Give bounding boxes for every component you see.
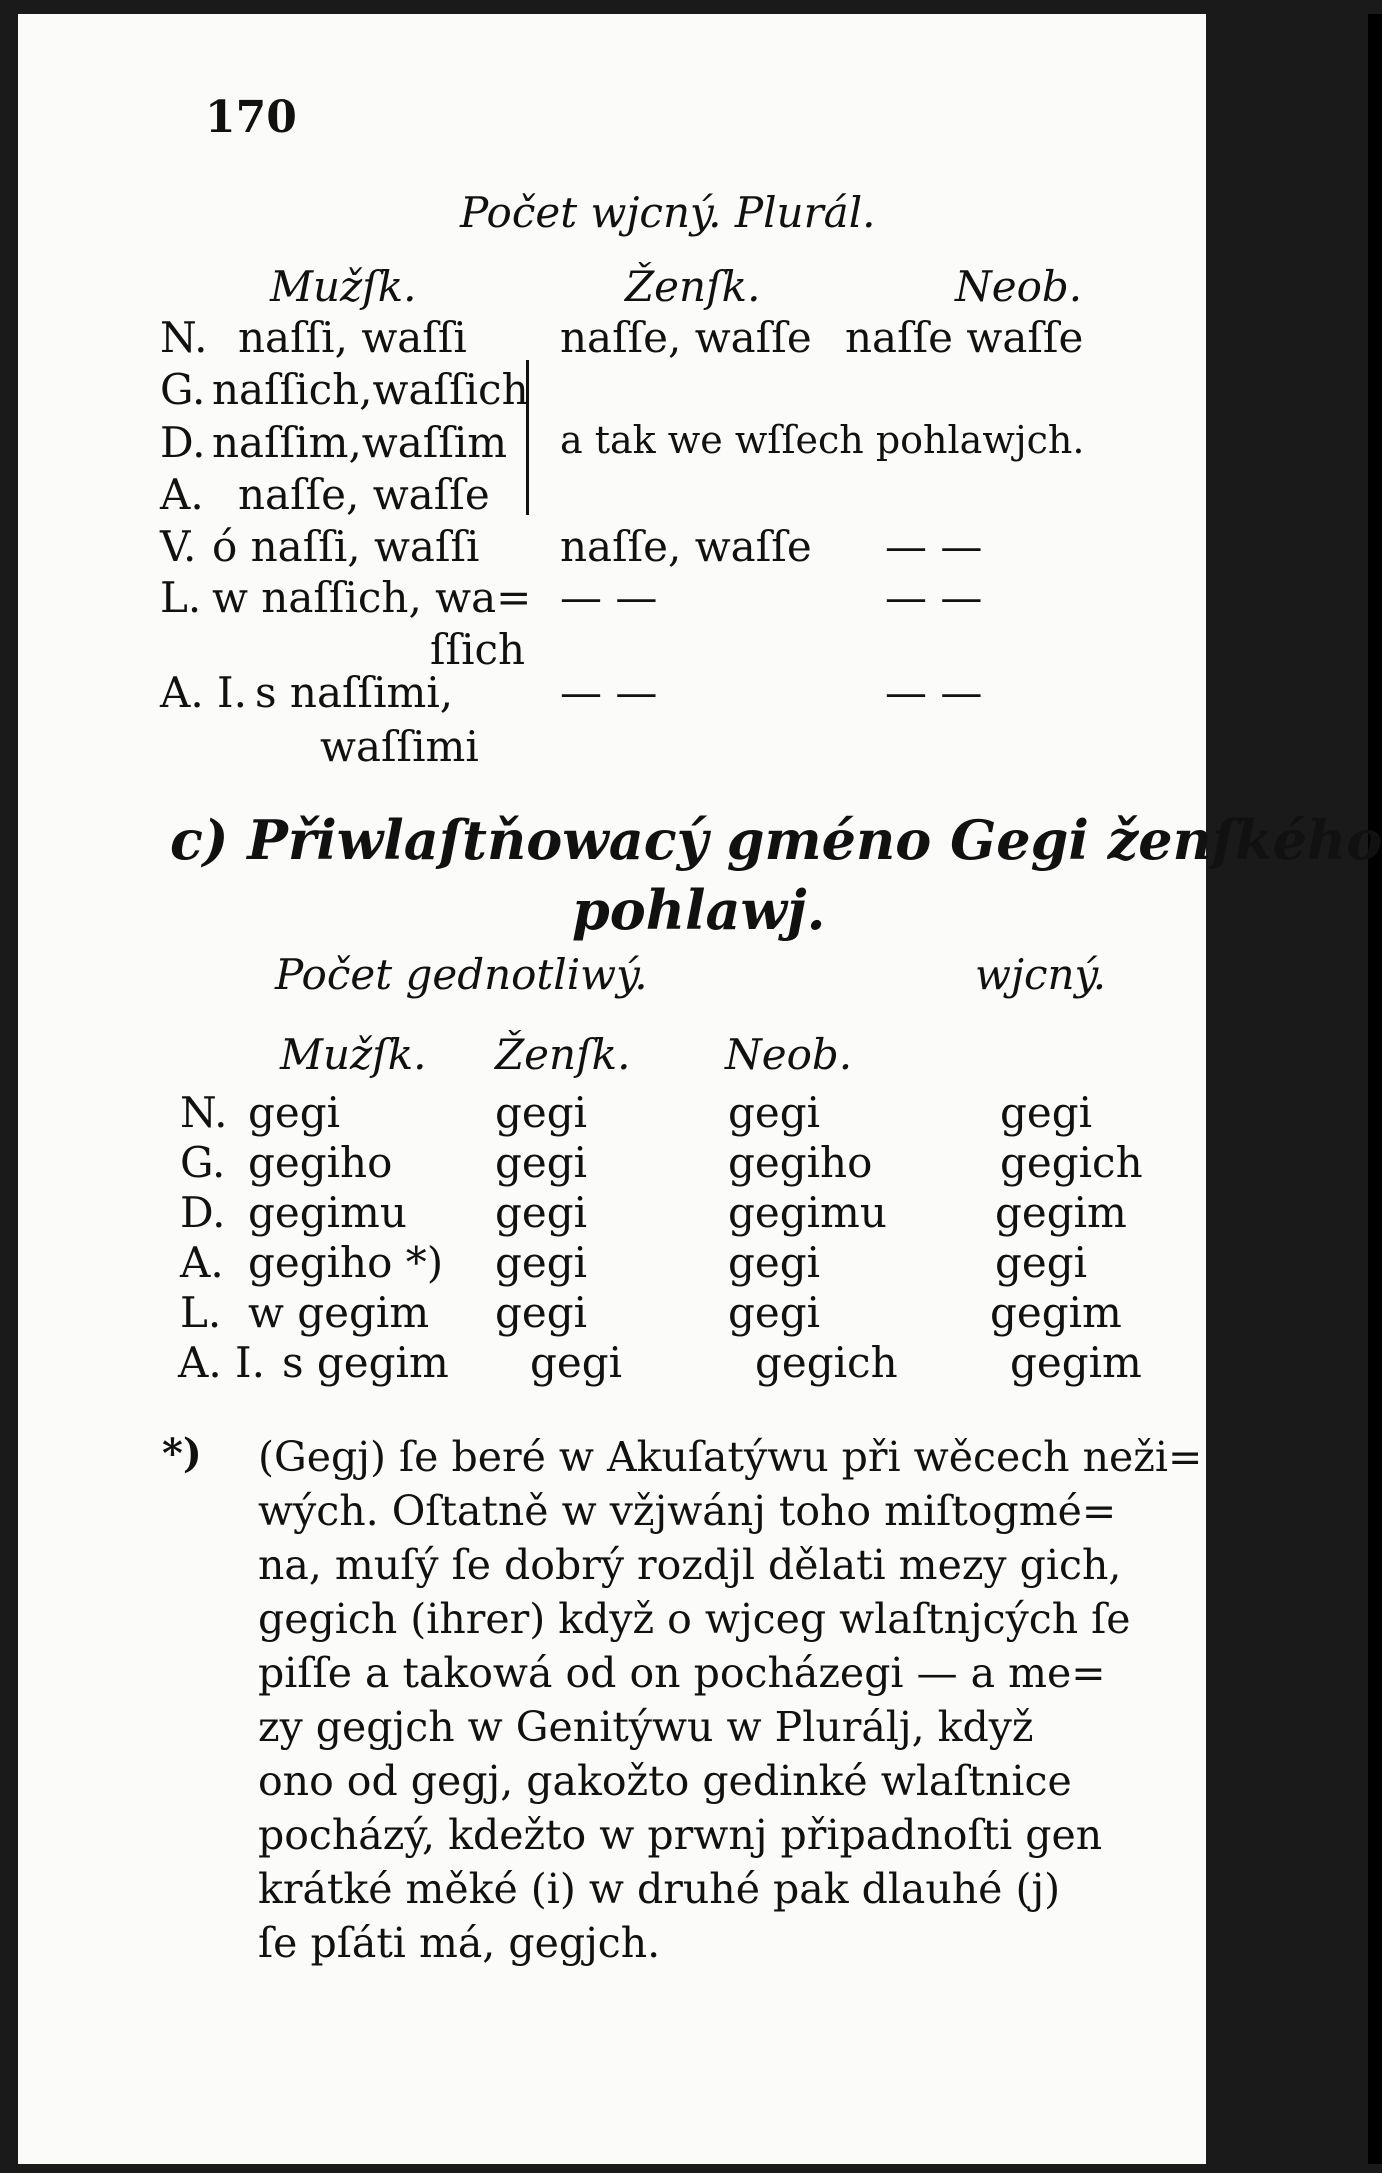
header-masculine: Mužſk. <box>280 1030 427 1079</box>
form-plural: gegich <box>1000 1138 1143 1187</box>
case-label: A. I. <box>178 1338 265 1387</box>
footnote-marker: *) <box>162 1430 202 1477</box>
form-feminine: naſſe, waſſe <box>560 522 812 571</box>
footnote-line: zy gegjch w Genitýwu w Plurálj, když <box>258 1703 1034 1751</box>
case-label: G. <box>180 1138 226 1187</box>
form-neuter: — — <box>885 573 983 622</box>
header-feminine: Ženſk. <box>495 1030 631 1079</box>
form-masculine-continued: waſſimi <box>320 722 479 771</box>
count-singular-label: Počet gednotliwý. <box>275 950 648 999</box>
form-masculine: naſſich,waſſich <box>212 365 529 414</box>
plural-title: Počet wjcný. Plurál. <box>460 188 876 237</box>
footnote-line: piſſe a takowá od on pocházegi — a me= <box>258 1649 1106 1697</box>
header-masculine: Mužſk. <box>270 262 417 311</box>
page-edge-shadow <box>1368 14 1382 2164</box>
form-feminine: gegi <box>495 1288 588 1337</box>
header-neuter: Neob. <box>955 262 1083 311</box>
form-feminine: gegi <box>530 1338 623 1387</box>
form-masculine: s naſſimi, <box>255 668 454 717</box>
form-feminine: gegi <box>495 1238 588 1287</box>
form-feminine: gegi <box>495 1088 588 1137</box>
form-feminine: — — <box>560 668 658 717</box>
form-masculine: w naſſich, wa= <box>212 573 532 622</box>
section-c-title: c) Přiwlaſtňowacý gméno Gegi ženſkého <box>170 808 1382 872</box>
footnote-line: krátké měké (i) w druhé pak dlauhé (j) <box>258 1865 1061 1913</box>
form-neuter: gegi <box>728 1288 821 1337</box>
case-label: A. <box>160 470 204 519</box>
form-masculine: gegi <box>248 1088 341 1137</box>
case-label: D. <box>160 418 206 467</box>
form-masculine: naſſim,waſſim <box>212 418 508 467</box>
header-neuter: Neob. <box>725 1030 853 1079</box>
section-c-title-cont: pohlawj. <box>572 878 826 942</box>
grouping-brace <box>512 360 529 515</box>
form-neuter: naſſe waſſe <box>845 313 1084 362</box>
count-plural-label: wjcný. <box>975 950 1107 999</box>
form-feminine: gegi <box>495 1138 588 1187</box>
footnote-line: na, muſý ſe dobrý rozdjl dělati mezy gich, <box>258 1541 1122 1589</box>
form-neuter: gegi <box>728 1238 821 1287</box>
footnote-line: wých. Oſtatně w vžjwánj toho miſtogmé= <box>258 1487 1117 1535</box>
form-masculine: naſſe, waſſe <box>238 470 490 519</box>
form-feminine: gegi <box>495 1188 588 1237</box>
form-masculine-continued: ſſich <box>430 625 526 674</box>
form-plural: gegim <box>990 1288 1122 1337</box>
form-neuter: — — <box>885 522 983 571</box>
form-plural: gegi <box>995 1238 1088 1287</box>
form-masculine: gegimu <box>248 1188 407 1237</box>
case-label: D. <box>180 1188 226 1237</box>
case-label: A. I. <box>160 668 247 717</box>
form-masculine: w gegim <box>248 1288 430 1337</box>
case-label: N. <box>180 1088 228 1137</box>
header-feminine: Ženſk. <box>625 262 761 311</box>
footnote-line: ſe pſáti má, gegjch. <box>258 1919 661 1967</box>
form-neuter: gegich <box>755 1338 898 1387</box>
form-feminine: — — <box>560 573 658 622</box>
form-neuter: gegimu <box>728 1188 887 1237</box>
form-plural: gegim <box>995 1188 1127 1237</box>
form-neuter: gegi <box>728 1088 821 1137</box>
footnote-line: ono od gegj, gakožto gedinké wlaſtnice <box>258 1757 1072 1805</box>
case-label: L. <box>180 1288 222 1337</box>
footnote-line: pocházý, kdežto w prwnj připadnoſti gen <box>258 1811 1103 1859</box>
case-label: L. <box>160 573 202 622</box>
form-masculine: gegiho *) <box>248 1238 444 1287</box>
case-label: V. <box>160 522 197 571</box>
form-neuter: — — <box>885 668 983 717</box>
page-number: 170 <box>205 92 297 143</box>
form-feminine: naſſe, waſſe <box>560 313 812 362</box>
form-masculine: gegiho <box>248 1138 393 1187</box>
form-masculine: naſſi, waſſi <box>238 313 467 362</box>
case-label: G. <box>160 365 206 414</box>
form-plural: gegi <box>1000 1088 1093 1137</box>
footnote-line: gegich (ihrer) když o wjceg wlaſtnjcých ſe <box>258 1595 1131 1643</box>
form-masculine: s gegim <box>282 1338 449 1387</box>
case-label: N. <box>160 313 208 362</box>
form-neuter: gegiho <box>728 1138 873 1187</box>
form-plural: gegim <box>1010 1338 1142 1387</box>
case-label: A. <box>180 1238 224 1287</box>
form-note: a tak we wſſech pohlawjch. <box>560 418 1085 462</box>
form-masculine: ó naſſi, waſſi <box>212 522 480 571</box>
footnote-line: (Gegj) ſe beré w Akuſatýwu při wěcech neži= <box>258 1433 1203 1481</box>
